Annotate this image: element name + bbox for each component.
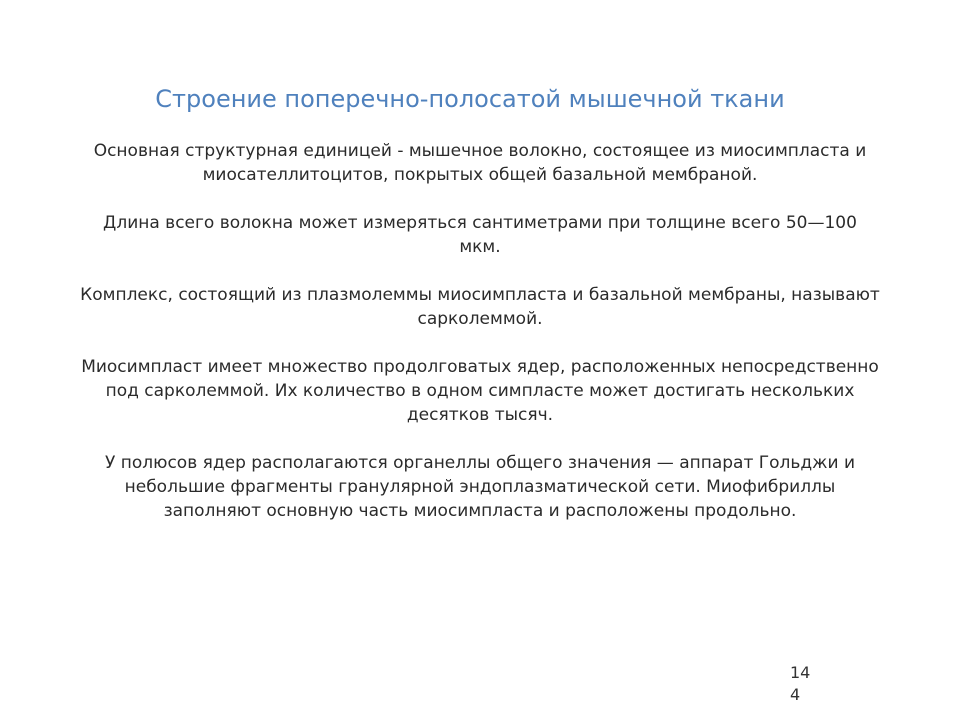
- slide-body: [80, 139, 880, 523]
- page-number-value: 14 4: [790, 663, 811, 704]
- paragraph-structural-unit: Основная структурная единицей - мышечное волокно, состоящее из миосимпласта и миосателлитоцитов, покрытых общей базальной мембраной.: [93, 141, 867, 185]
- slide-title: Строение поперечно-полосатой мышечной ткани: [155, 85, 785, 113]
- paragraph-sarcolemma: Комплекс, состоящий из плазмолеммы миосимпласта и базальной мембраны, называют сарколеммой.: [80, 285, 880, 329]
- paragraph-organelles: У полюсов ядер располагаются органеллы общего значения — аппарат Гольджи и небольшие фрагменты гранулярной эндоплазматической сети. Миофибриллы заполняют основную часть миосимпласта и расположены продольно.: [105, 453, 855, 521]
- paragraph-fiber-length: Длина всего волокна может измеряться сантиметрами при толщине всего 50—100 мкм.: [103, 213, 857, 257]
- page-number: [790, 662, 830, 706]
- paragraph-nuclei: Миосимпласт имеет множество продолговатых ядер, расположенных непосредственно под сарколеммой. Их количество в одном симпласте может достигать нескольких десятков тысяч.: [81, 357, 879, 425]
